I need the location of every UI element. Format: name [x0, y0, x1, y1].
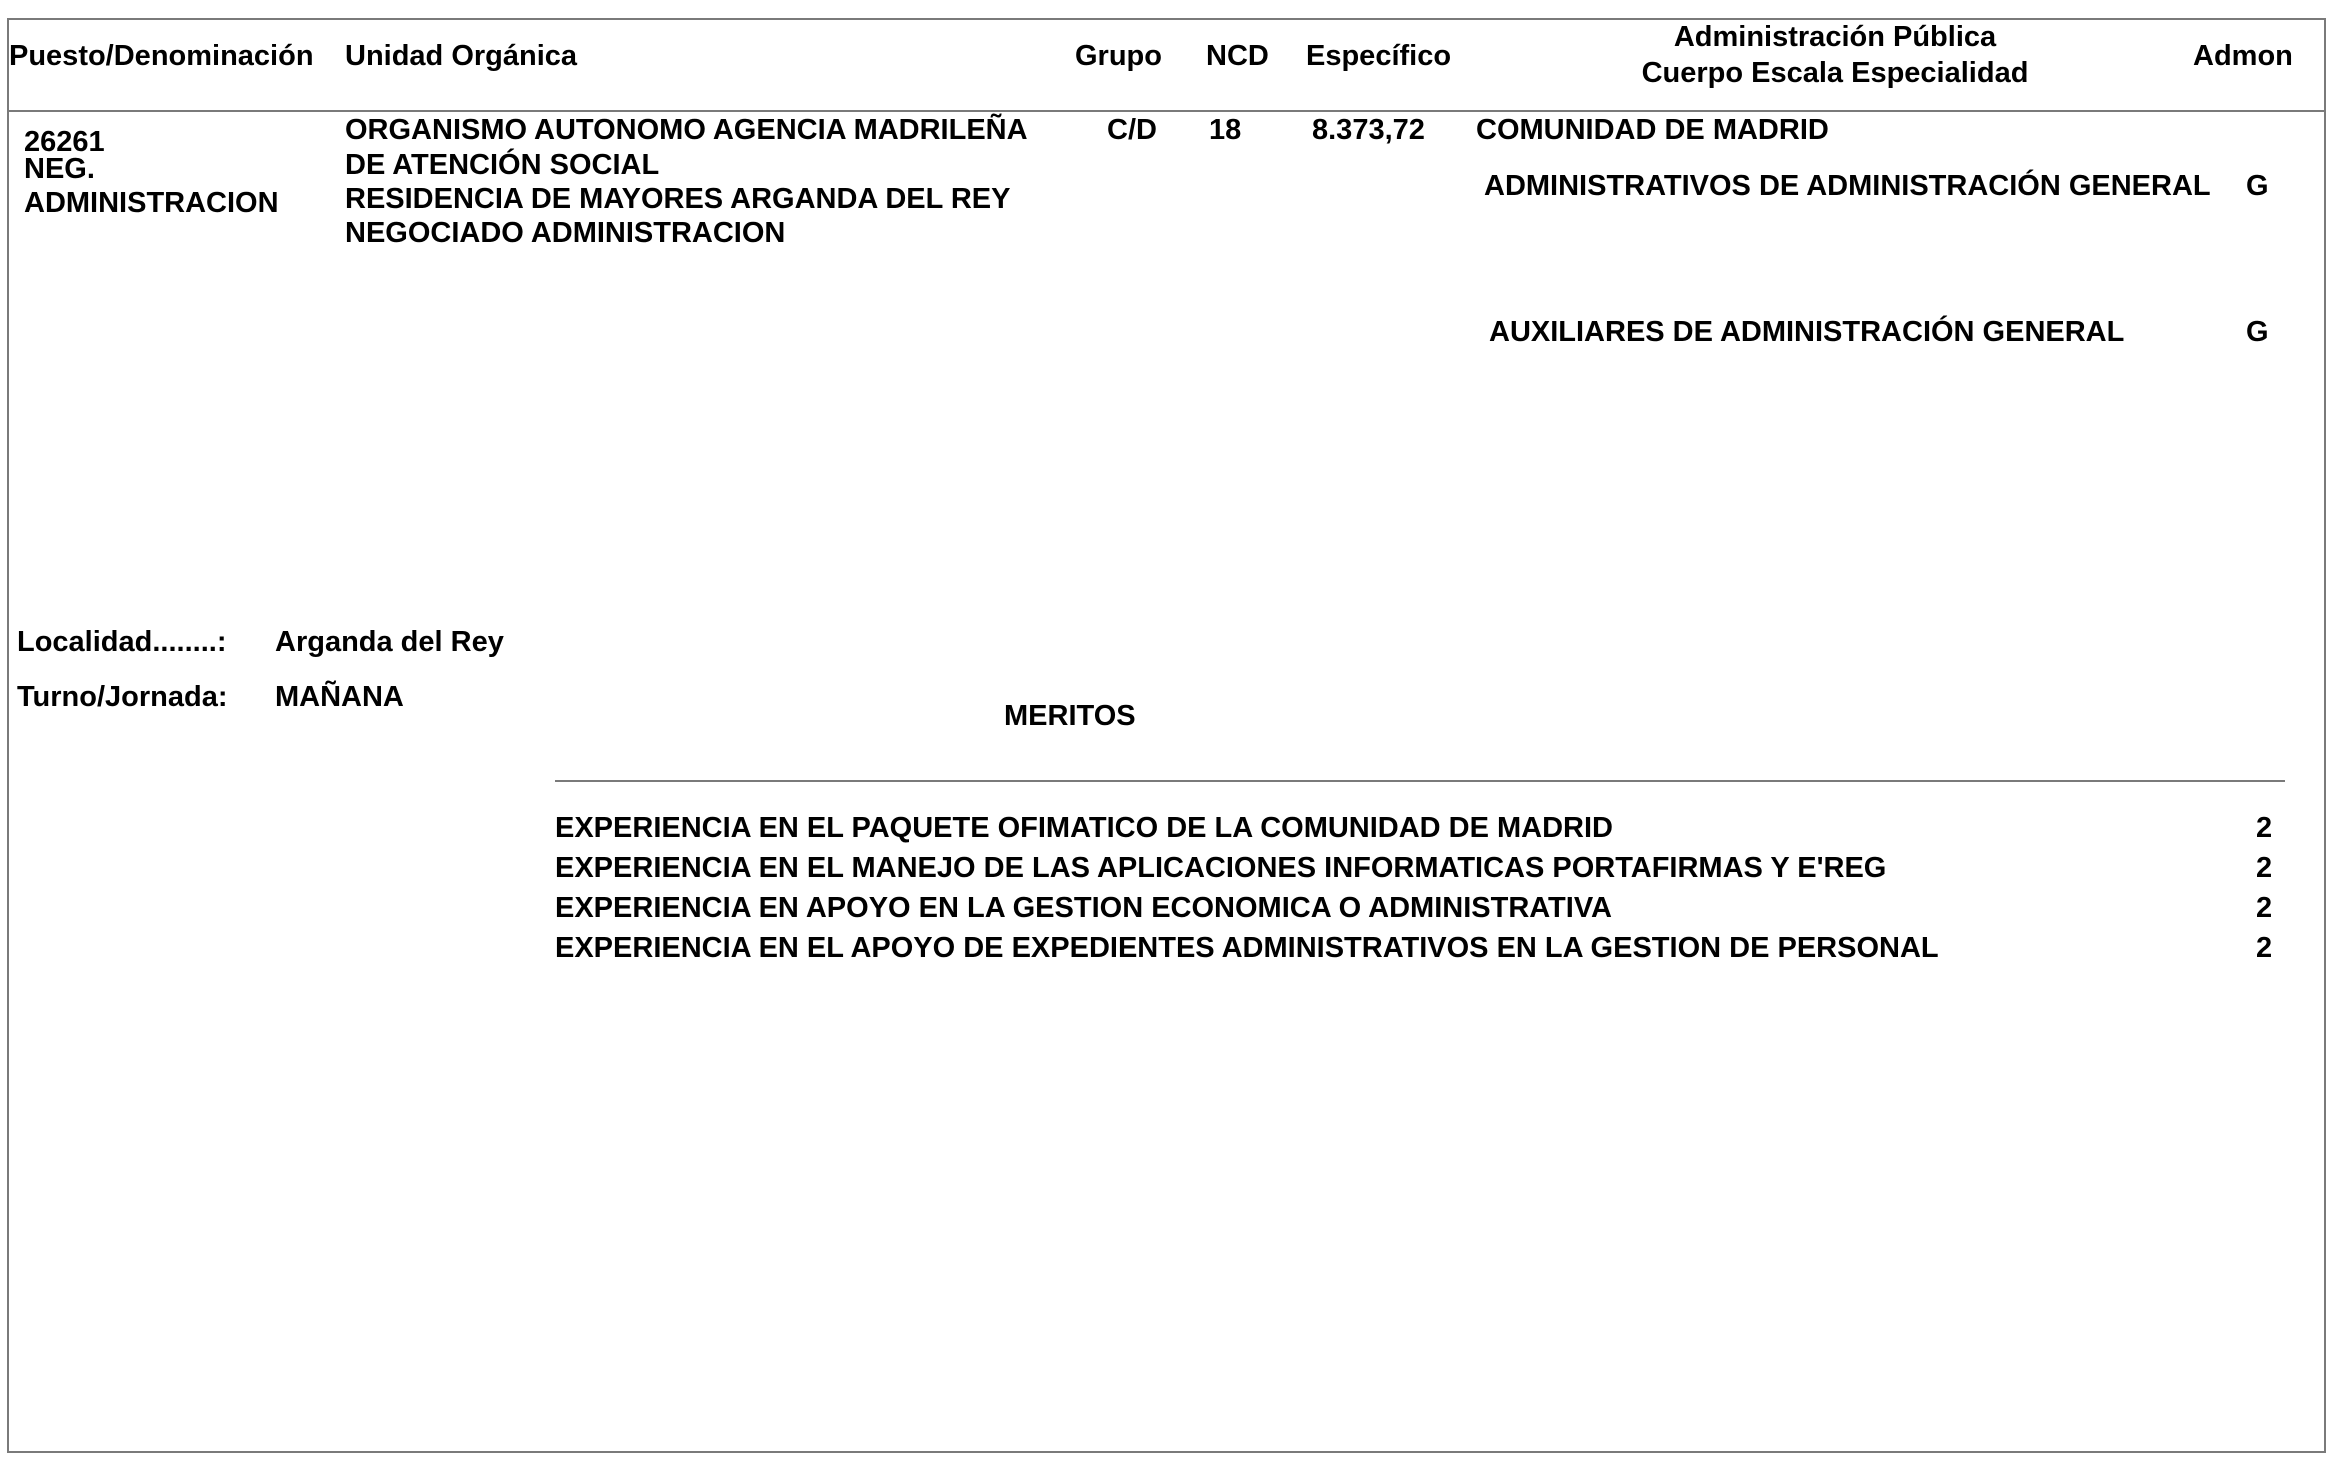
puesto-denominacion-1: NEG. [24, 153, 95, 185]
header-divider [7, 110, 2326, 112]
administracion-value: COMUNIDAD DE MADRID [1476, 114, 1829, 146]
cuerpo-admon: G [2246, 170, 2269, 202]
merito-text: EXPERIENCIA EN EL MANEJO DE LAS APLICACIONES INFORMATICAS PORTAFIRMAS Y E'REG [555, 852, 1887, 884]
cuerpo-name: ADMINISTRATIVOS DE ADMINISTRACIÓN GENERAL [1484, 170, 2211, 202]
localidad-value: Arganda del Rey [275, 626, 504, 658]
merito-text: EXPERIENCIA EN EL PAQUETE OFIMATICO DE LA COMUNIDAD DE MADRID [555, 812, 1614, 844]
merito-points: 2 [2256, 852, 2273, 884]
cuerpo-admon: G [2246, 316, 2269, 348]
especifico-value: 8.373,72 [1312, 114, 1425, 146]
header-grupo: Grupo [1075, 40, 1162, 72]
merito-points: 2 [2256, 932, 2273, 964]
turno-value: MAÑANA [275, 681, 404, 713]
unidad-line: ORGANISMO AUTONOMO AGENCIA MADRILEÑA [345, 114, 1028, 146]
merito-points: 2 [2256, 892, 2273, 924]
ncd-value: 18 [1209, 114, 1242, 146]
unidad-line: NEGOCIADO ADMINISTRACION [345, 217, 786, 249]
unidad-line: RESIDENCIA DE MAYORES ARGANDA DEL REY [345, 183, 1011, 215]
turno-label: Turno/Jornada: [17, 681, 228, 713]
header-admon: Admon [2193, 40, 2293, 72]
header-administracion-publica: Administración Pública [1673, 21, 1997, 53]
header-ncd: NCD [1206, 40, 1269, 72]
meritos-title: MERITOS [1004, 700, 1136, 732]
localidad-label: Localidad........: [17, 626, 227, 658]
puesto-codigo: 26261 [24, 126, 105, 158]
header-unidad: Unidad Orgánica [345, 40, 578, 72]
merito-points: 2 [2256, 812, 2273, 844]
header-especifico: Específico [1306, 40, 1452, 72]
puesto-denominacion-2: ADMINISTRACION [24, 187, 279, 219]
unidad-line: DE ATENCIÓN SOCIAL [345, 149, 660, 181]
cuerpo-name: AUXILIARES DE ADMINISTRACIÓN GENERAL [1489, 316, 2125, 348]
meritos-divider [555, 780, 2285, 782]
header-cuerpo-escala: Cuerpo Escala Especialidad [1641, 57, 2029, 89]
grupo-value: C/D [1107, 114, 1157, 146]
header-puesto: Puesto/Denominación [9, 40, 314, 72]
merito-text: EXPERIENCIA EN EL APOYO DE EXPEDIENTES ADMINISTRATIVOS EN LA GESTION DE PERSONAL [555, 932, 1939, 964]
merito-text: EXPERIENCIA EN APOYO EN LA GESTION ECONOMICA O ADMINISTRATIVA [555, 892, 1612, 924]
